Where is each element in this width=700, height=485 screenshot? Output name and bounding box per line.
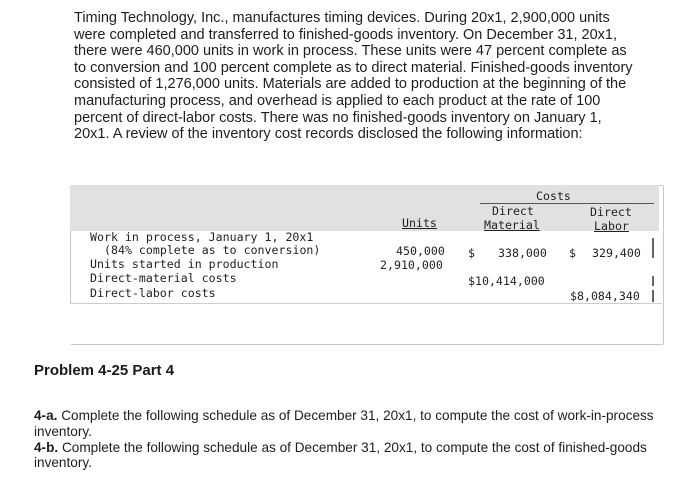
- instruction-4a: [34, 408, 674, 440]
- wip-units-value: 450,000: [396, 244, 445, 258]
- header-direct-labor-line2: Labor: [594, 219, 629, 233]
- instruction-4a-text: Complete the following schedule as of December 31, 20x1, to compute the cost of work-in-process inventory.: [34, 408, 654, 439]
- header-costs: Costs: [536, 189, 571, 203]
- instruction-4b-label: 4-b.: [34, 439, 59, 455]
- table-edge-rule: [652, 238, 654, 258]
- row-label-direct-material-costs: Direct-material costs: [90, 271, 237, 285]
- instruction-4b-text: Complete the following schedule as of December 31, 20x1, to compute the cost of finished-goods inventory.: [34, 439, 647, 471]
- row-label-units-started: Units started in production: [90, 257, 279, 271]
- wip-dm-dollar-sign: $: [468, 246, 475, 260]
- table-edge-rule: [652, 290, 654, 302]
- instruction-4b: [34, 440, 674, 472]
- table-footer-band: [70, 303, 662, 344]
- direct-labor-costs-value: $8,084,340: [570, 289, 640, 303]
- header-direct-material-line2: Material: [484, 218, 540, 232]
- problem-title: Problem 4-25 Part 4: [34, 362, 175, 379]
- problem-description: Timing Technology, Inc., manufactures timing devices. During 20x1, 2,900,000 units were completed and transferred to finished-goods inventory. On December 31, 20x1, there were 460,000 units in work in process. These units were 47 percent complete as to conversion and 100 percent complete as to direct material. Finished-goods inventory consisted of 1,276,000 units. Materials are added to production at the beginning of the manufacturing process, and overhead is applied to each product at the rate of 100 percent of direct-labor costs. There was no finished-goods inventory on January 1, 20x1. A review of the inventory cost records disclosed the following information:: [74, 10, 633, 143]
- row-label-wip-completion: (84% complete as to conversion): [104, 243, 321, 257]
- header-units: Units: [402, 216, 437, 230]
- direct-material-costs-value: $10,414,000: [468, 274, 545, 288]
- instruction-4a-label: 4-a.: [34, 408, 58, 423]
- units-started-value: 2,910,000: [380, 258, 443, 272]
- wip-dl-dollar-sign: $: [569, 246, 576, 260]
- table-edge-rule: [652, 276, 654, 286]
- instructions-block: [34, 408, 674, 471]
- row-label-wip-jan: Work in process, January 1, 20x1: [90, 230, 314, 244]
- wip-dm-value: 338,000: [498, 246, 547, 260]
- row-label-direct-labor-costs: Direct-labor costs: [90, 286, 216, 300]
- header-direct-labor-line1: Direct: [590, 205, 632, 219]
- header-direct-material-line1: Direct: [492, 204, 534, 218]
- wip-dl-value: 329,400: [592, 246, 641, 260]
